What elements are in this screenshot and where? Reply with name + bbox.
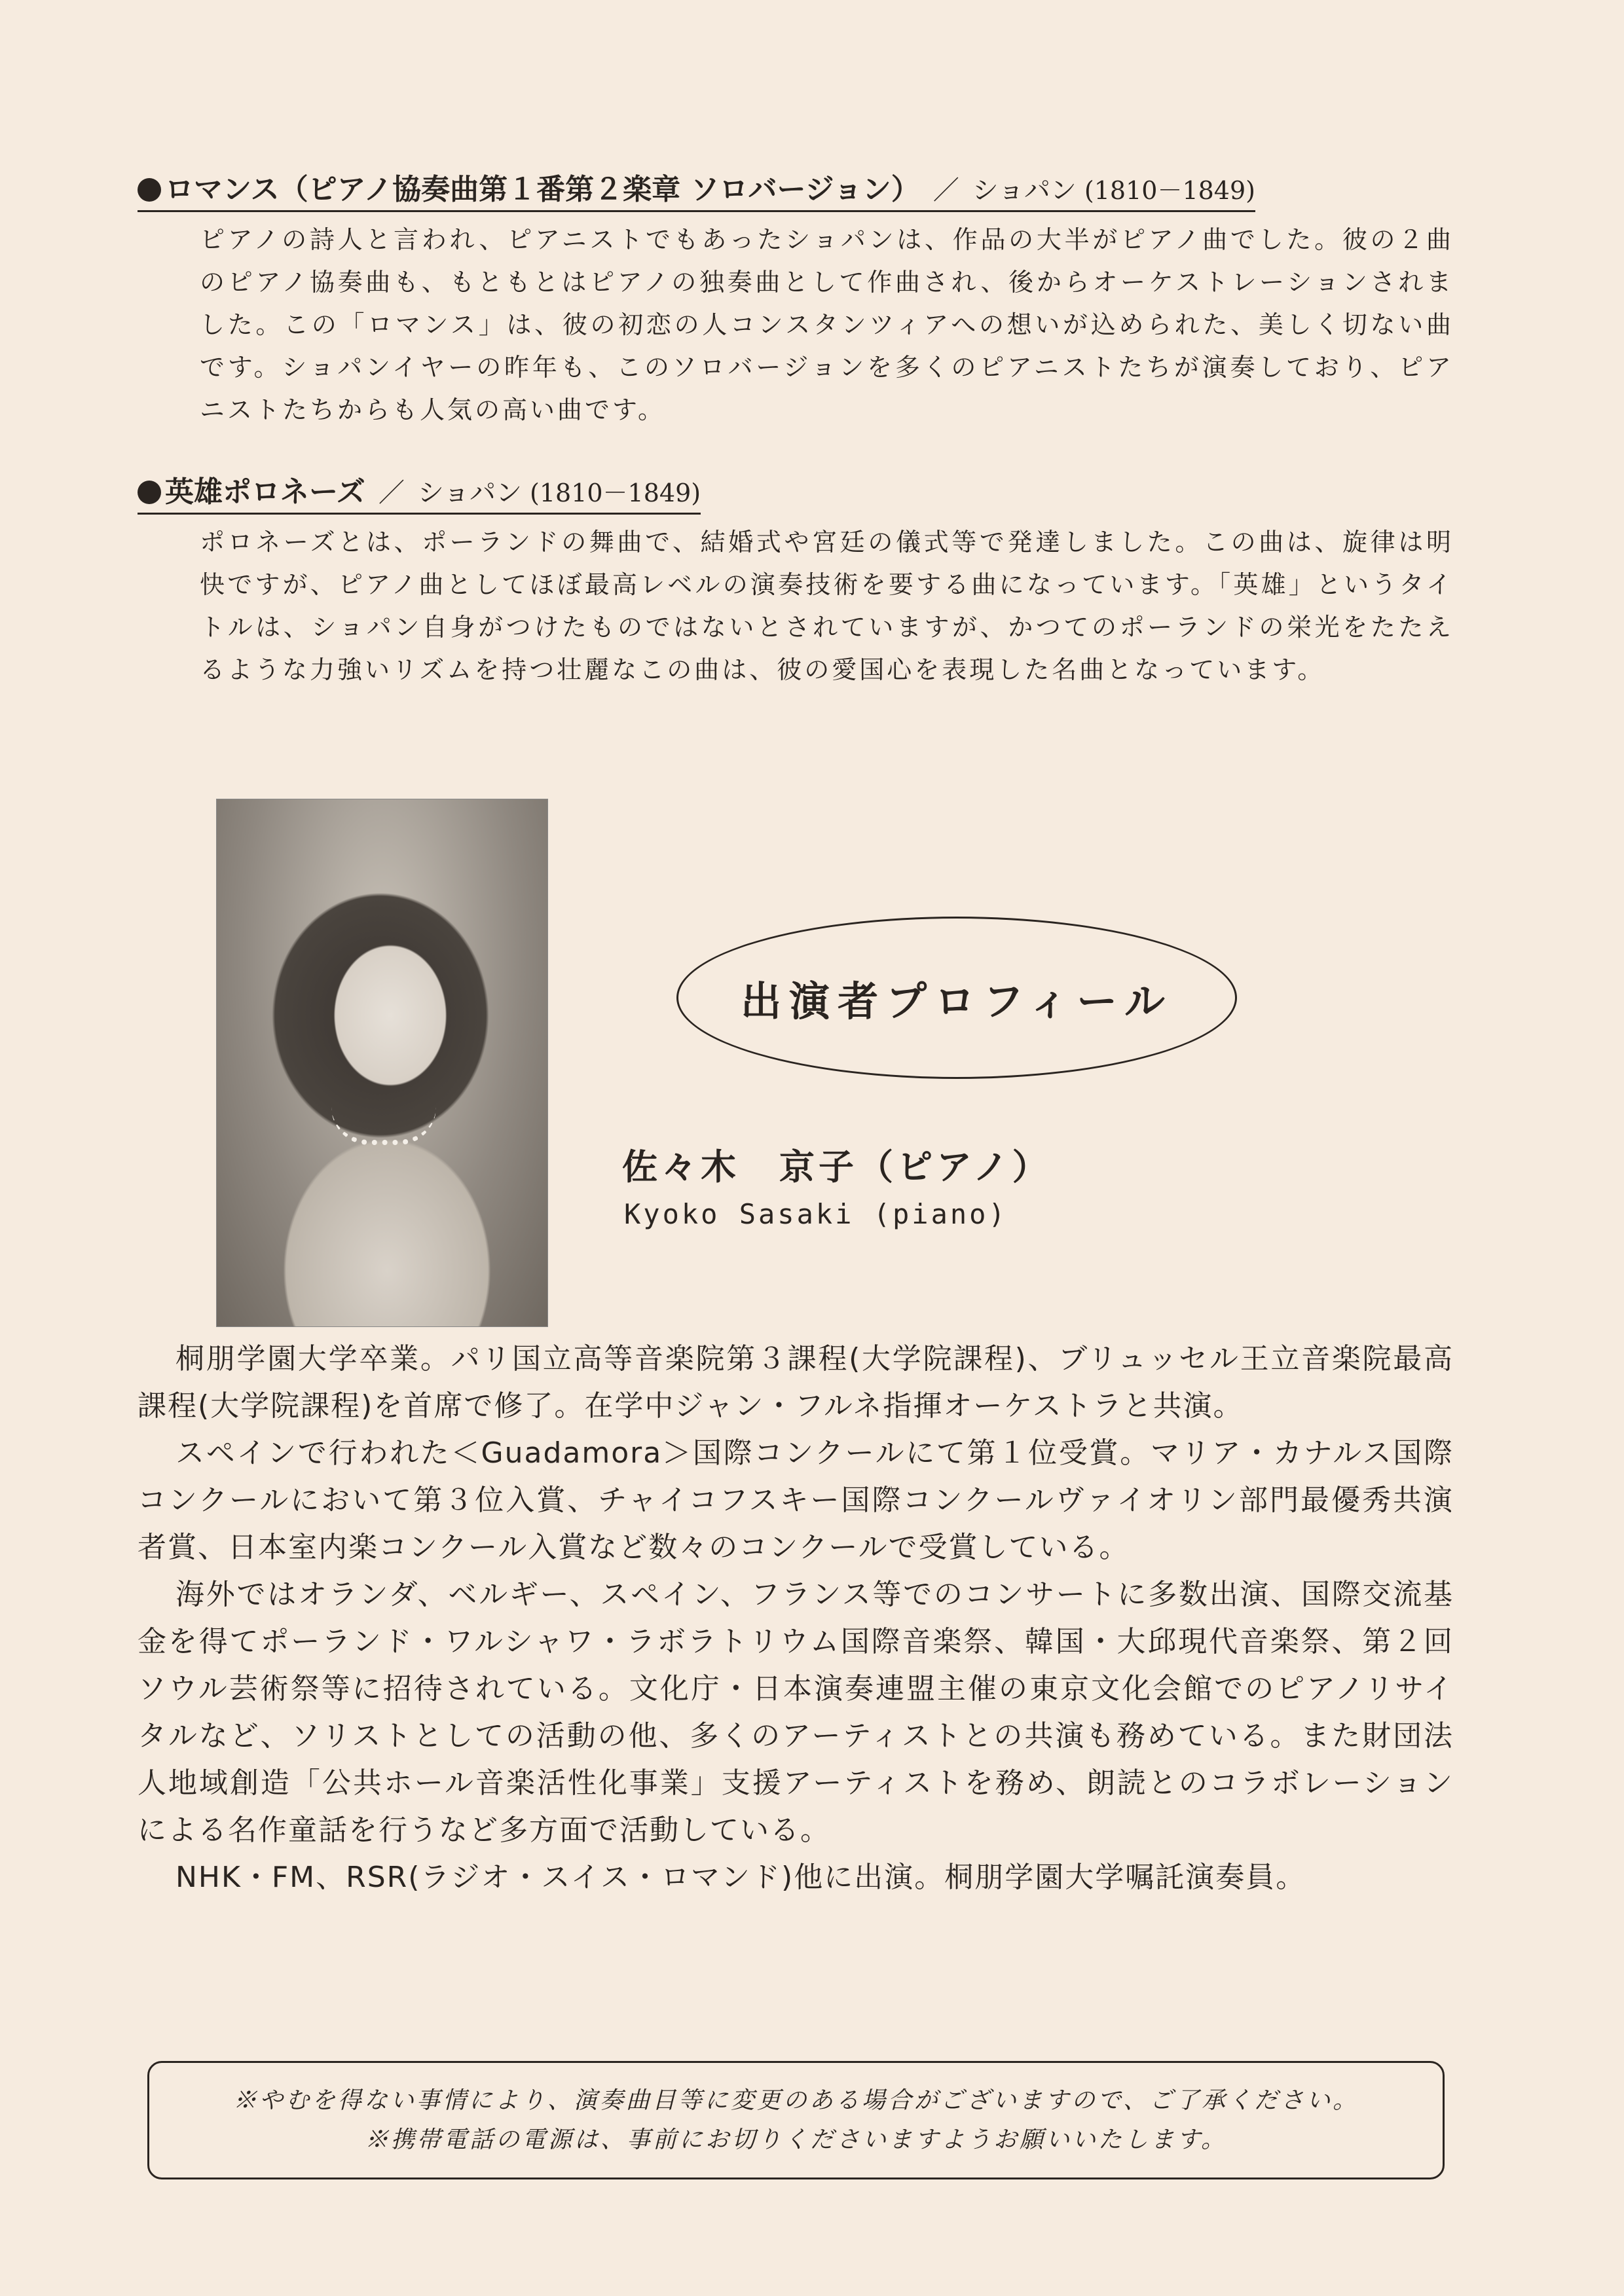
bio-paragraph: NHK・FM、RSR(ラジオ・スイス・ロマンド)他に出演。桐朋学園大学嘱託演奏員。	[175, 1861, 1306, 1894]
notice-box	[147, 2061, 1445, 2179]
necklace-detail	[331, 1107, 436, 1145]
notice-line: ※やむを得ない事情により、演奏曲目等に変更のある場合がございますので、ご了承ください。	[232, 2086, 1359, 2114]
piece-romance	[138, 172, 1454, 431]
profile-heading: 出演者プロフィール	[741, 977, 1173, 1025]
notice-line: ※携帯電話の電源は、事前にお切りくださいますようお願いいたします。	[364, 2126, 1228, 2153]
piece-description: ポロネーズとは、ポーランドの舞曲で、結婚式や宮廷の儀式等で発達しました。この曲は、旋律は明快ですが、ピアノ曲としてほぼ最高レベルの演奏技術を要する曲になっています。「英雄」というタイトルは、ショパン自身がつけたものではないとされていますが、かつてのポーランドの栄光をたたえるような力強いリズムを持つ壮麗なこの曲は、彼の愛国心を表現した名曲となっています。	[200, 528, 1454, 684]
piece-description: ピアノの詩人と言われ、ピアニストでもあったショパンは、作品の大半がピアノ曲でした。彼の２曲のピアノ協奏曲も、もともとはピアノの独奏曲として作曲され、後からオーケストレーションされました。この「ロマンス」は、彼の初恋の人コンスタンツィアへの想いが込められた、美しく切ない曲です。ショパンイヤーの昨年も、このソロバージョンを多くのピアニストたちが演奏しており、ピアニストたちからも人気の高い曲です。	[200, 225, 1454, 424]
performer-name-roman: Kyoko Sasaki (piano)	[624, 1198, 1008, 1230]
title-separator: ／	[378, 478, 405, 508]
performer-photo	[216, 799, 548, 1327]
performer-biography	[138, 1336, 1454, 1901]
composer-years: (1810－1849)	[530, 479, 701, 507]
bio-paragraph: スペインで行われた＜Guadamora＞国際コンクールにて第１位受賞。マリア・カナルス国際コンクールにおいて第３位入賞、チャイコフスキー国際コンクールヴァイオリン部門最優秀共演者賞、日本室内楽コンクール入賞など数々のコンクールで受賞している。	[138, 1436, 1454, 1564]
piece-title: ロマンス（ピアノ協奏曲第１番第２楽章 ソロバージョン）	[165, 173, 920, 206]
piece-title-line	[138, 172, 1255, 212]
piece-composer: ショパン	[417, 478, 523, 508]
bullet-icon	[138, 178, 161, 202]
piece-title-line	[138, 474, 701, 515]
piece-composer: ショパン	[972, 175, 1077, 206]
bio-paragraph: 海外ではオランダ、ベルギー、スペイン、フランス等でのコンサートに多数出演、国際交流基金を得てポーランド・ワルシャワ・ラボラトリウム国際音楽祭、韓国・大邱現代音楽祭、第２回ソウル芸術祭等に招待されている。文化庁・日本演奏連盟主催の東京文化会館でのピアノリサイタルなど、ソリストとしての活動の他、多くのアーティストとの共演も務めている。また財団法人地域創造「公共ホール音楽活性化事業」支援アーティストを務め、朗読とのコラボレーションによる名作童話を行うなど多方面で活動している。	[138, 1578, 1454, 1847]
profile-heading-badge	[676, 917, 1237, 1079]
bio-paragraph: 桐朋学園大学卒業。パリ国立高等音楽院第３課程(大学院課程)、ブリュッセル王立音楽院最高課程(大学院課程)を首席で修了。在学中ジャン・フルネ指揮オーケストラと共演。	[138, 1342, 1454, 1423]
bullet-icon	[138, 481, 161, 504]
piece-title: 英雄ポロネーズ	[165, 475, 365, 509]
title-separator: ／	[932, 175, 959, 206]
performer-name: 佐々木 京子（ピアノ）	[622, 1146, 1052, 1188]
composer-years: (1810－1849)	[1084, 176, 1255, 205]
piece-heroic-polonaise	[138, 474, 1454, 691]
